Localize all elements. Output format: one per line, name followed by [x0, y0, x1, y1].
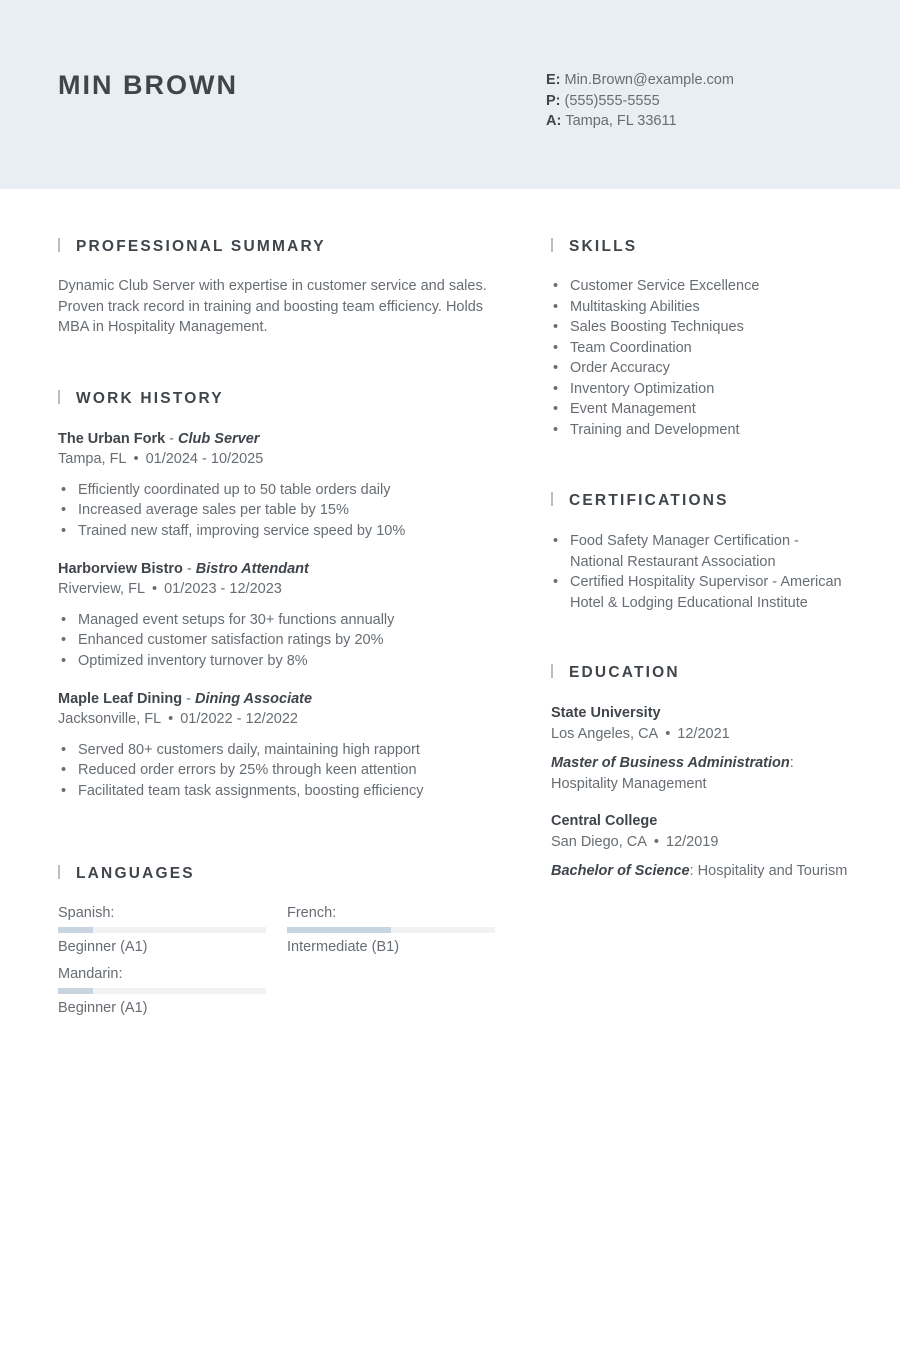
job-entry	[58, 689, 528, 801]
job-title: Harborview Bistro - Bistro Attendant	[58, 561, 309, 577]
job-bullets	[58, 480, 528, 542]
list-item: • Event Management	[551, 399, 851, 420]
list-item: • Inventory Optimization	[551, 379, 851, 400]
language-name: Spanish:	[58, 905, 115, 921]
job-dates: 01/2023 - 12/2023	[164, 581, 282, 597]
section-bar	[551, 492, 553, 506]
list-item: • Optimized inventory turnover by 8%	[58, 651, 528, 672]
education-school: Central College	[551, 813, 658, 829]
list-item: • Reduced order errors by 25% through keen attention	[58, 760, 528, 781]
section-title-work-history: WORK HISTORY	[58, 390, 224, 408]
job-meta: Tampa, FL • 01/2024 - 10/2025	[58, 451, 264, 467]
section-bar	[58, 238, 60, 252]
language-proficiency-bar	[58, 927, 266, 933]
contact-address	[546, 111, 734, 132]
contact-block	[546, 70, 734, 132]
contact-address-label: A:	[546, 113, 562, 129]
education-degree-name: Bachelor of Science	[551, 863, 690, 879]
list-item: • Sales Boosting Techniques	[551, 317, 851, 338]
skills-list	[551, 276, 851, 440]
list-item: • Training and Development	[551, 420, 851, 441]
contact-email-value[interactable]: Min.Brown@example.com	[564, 72, 734, 88]
section-bar	[551, 238, 553, 252]
language-entry	[58, 903, 266, 957]
list-item: • Increased average sales per table by 15%	[58, 500, 528, 521]
education-entry	[551, 703, 851, 794]
contact-phone-value: (555)555-5555	[564, 92, 660, 109]
list-item: • Order Accuracy	[551, 358, 851, 379]
list-item: • Food Safety Manager Certification - National Restaurant Association	[551, 531, 851, 572]
education-location: Los Angeles, CA	[551, 725, 659, 742]
education-meta: Los Angeles, CA • 12/2021	[551, 725, 730, 742]
job-role: Club Server	[178, 431, 260, 447]
list-item: • Facilitated team task assignments, boosting efficiency	[58, 781, 528, 802]
language-name: French:	[287, 905, 337, 921]
job-dates: 01/2022 - 12/2022	[180, 711, 298, 727]
section-bar	[551, 664, 553, 678]
job-entry	[58, 559, 528, 671]
education-field: : Hospitality Management	[551, 755, 794, 792]
contact-email-label: E:	[546, 72, 561, 88]
section-bar	[58, 390, 60, 404]
list-item: • Multitasking Abilities	[551, 297, 851, 318]
language-proficiency-fill	[58, 988, 93, 994]
language-level: Beginner (A1)	[58, 1000, 148, 1016]
education-degree-name: Master of Business Administration	[551, 755, 790, 771]
list-item: • Efficiently coordinated up to 50 table orders daily	[58, 480, 528, 501]
job-entry	[58, 429, 528, 541]
list-item: • Team Coordination	[551, 338, 851, 359]
list-item: • Trained new staff, improving service speed by 10%	[58, 521, 528, 542]
list-item: • Managed event setups for 30+ functions annually	[58, 610, 528, 631]
contact-phone-label: P:	[546, 92, 561, 109]
job-company: The Urban Fork	[58, 431, 166, 447]
job-location: Riverview, FL	[58, 581, 146, 597]
education-date: 12/2021	[677, 725, 730, 742]
certifications-list	[551, 531, 851, 613]
list-item: • Customer Service Excellence	[551, 276, 851, 297]
education-degree	[551, 753, 851, 794]
job-role: Dining Associate	[194, 691, 313, 707]
summary-text: Dynamic Club Server with expertise in customer service and sales. Proven track record in training and boosting team efficiency. Holds MBA in Hospitality Management.	[58, 278, 487, 335]
section-title-certifications: CERTIFICATIONS	[551, 492, 729, 510]
job-location: Jacksonville, FL	[58, 711, 162, 727]
job-role: Bistro Attendant	[195, 561, 309, 577]
list-item: • Certified Hospitality Supervisor - American Hotel & Lodging Educational Institute	[551, 572, 851, 613]
education-school: State University	[551, 705, 661, 721]
section-title-summary: PROFESSIONAL SUMMARY	[58, 238, 326, 256]
language-name: Mandarin:	[58, 966, 123, 982]
language-proficiency-fill	[58, 927, 93, 933]
contact-address-value: Tampa, FL 33611	[565, 113, 677, 129]
education-entry	[551, 811, 851, 882]
education-location: San Diego, CA	[551, 833, 647, 850]
candidate-name: MIN BROWN	[58, 70, 238, 100]
job-title: Maple Leaf Dining - Dining Associate	[58, 691, 313, 707]
language-proficiency-bar	[287, 927, 495, 933]
language-proficiency-fill	[287, 927, 391, 933]
language-entry	[58, 964, 266, 1018]
contact-email	[546, 70, 734, 91]
job-bullets	[58, 610, 528, 672]
section-title-skills: SKILLS	[551, 238, 637, 256]
language-level: Intermediate (B1)	[287, 939, 400, 955]
education-date: 12/2019	[666, 833, 719, 850]
job-location: Tampa, FL	[58, 451, 127, 467]
list-item: • Served 80+ customers daily, maintaining high rapport	[58, 740, 528, 761]
job-dates: 01/2024 - 10/2025	[145, 451, 264, 467]
language-level: Beginner (A1)	[58, 939, 148, 955]
education-meta: San Diego, CA • 12/2019	[551, 833, 719, 850]
job-meta: Riverview, FL • 01/2023 - 12/2023	[58, 581, 282, 597]
section-bar	[58, 865, 60, 879]
education-degree	[551, 861, 851, 882]
contact-phone	[546, 91, 734, 112]
education-field: : Hospitality and Tourism	[689, 863, 848, 879]
job-bullets	[58, 740, 528, 802]
job-company: Maple Leaf Dining	[58, 691, 183, 707]
job-meta: Jacksonville, FL • 01/2022 - 12/2022	[58, 711, 298, 727]
section-title-education: EDUCATION	[551, 664, 680, 682]
job-title: The Urban Fork - Club Server	[58, 431, 260, 447]
language-proficiency-bar	[58, 988, 266, 994]
job-company: Harborview Bistro	[58, 561, 183, 577]
language-entry	[287, 903, 495, 957]
list-item: • Enhanced customer satisfaction ratings by 20%	[58, 630, 528, 651]
section-title-languages: LANGUAGES	[58, 865, 195, 883]
